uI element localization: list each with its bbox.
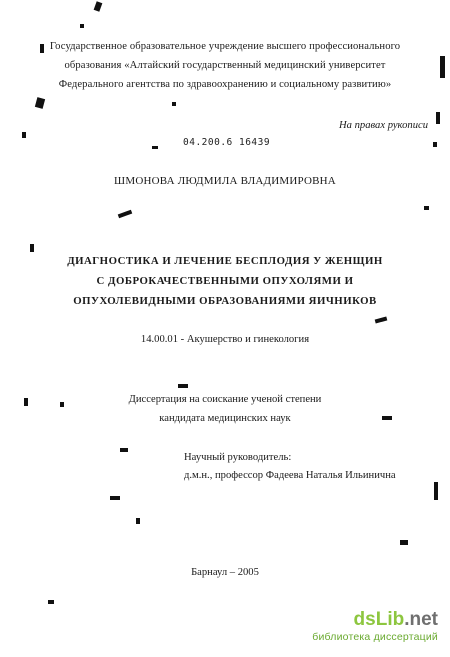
scan-mark	[178, 384, 188, 388]
title-line-1: ДИАГНОСТИКА И ЛЕЧЕНИЕ БЕСПЛОДИЯ У ЖЕНЩИН	[67, 255, 383, 267]
scan-mark	[436, 112, 440, 124]
specialty-code: 14.00.01 - Акушерство и гинекология	[140, 334, 310, 345]
title-line-2: С ДОБРОКАЧЕСТВЕННЫМИ ОПУХОЛЯМИ И	[96, 275, 354, 287]
scan-mark	[110, 496, 120, 500]
author-name: ШМОНОВА ЛЮДМИЛА ВЛАДИМИРОВНА	[114, 175, 336, 187]
scan-mark	[172, 102, 176, 106]
scan-mark	[94, 1, 103, 12]
title-line-3: ОПУХОЛЕВИДНЫМИ ОБРАЗОВАНИЯМИ ЯИЧНИКОВ	[73, 295, 377, 307]
scan-mark	[118, 210, 133, 219]
logo-part-1: dsLib	[353, 609, 405, 630]
scan-mark	[152, 146, 158, 149]
scan-mark	[80, 24, 84, 28]
scan-mark	[136, 518, 140, 524]
dissertation-line-2: кандидата медицинских наук	[159, 413, 291, 424]
logo-part-2: .net	[404, 609, 438, 630]
supervisor-name: д.м.н., профессор Фадеева Наталья Ильинична	[184, 470, 396, 481]
scan-mark	[434, 482, 438, 500]
dslib-logo	[312, 610, 438, 630]
city-year: Барнаул – 2005	[191, 567, 259, 578]
institution-line-2: образования «Алтайский государственный медицинский университет	[64, 60, 386, 71]
watermark-subtitle: библиотека диссертаций	[312, 631, 438, 643]
scan-mark	[30, 244, 34, 252]
scan-mark	[424, 206, 429, 210]
institution-line-3: Федерального агентства по здравоохранению и социальному развитию»	[58, 79, 392, 90]
scan-mark	[22, 132, 26, 138]
dslib-watermark[interactable]	[312, 610, 438, 643]
scan-mark	[48, 600, 54, 604]
manuscript-note: На правах рукописи	[339, 120, 428, 131]
scan-mark	[400, 540, 408, 545]
scan-mark	[120, 448, 128, 452]
scan-mark	[375, 317, 388, 324]
institution-line-1: Государственное образовательное учреждение высшего профессионального	[49, 41, 401, 52]
supervisor-label: Научный руководитель:	[184, 452, 292, 463]
scan-mark	[35, 97, 45, 109]
scan-mark	[433, 142, 437, 147]
catalog-code: 04.200.6 16439	[183, 137, 271, 148]
dissertation-line-1: Диссертация на соискание ученой степени	[128, 394, 322, 405]
